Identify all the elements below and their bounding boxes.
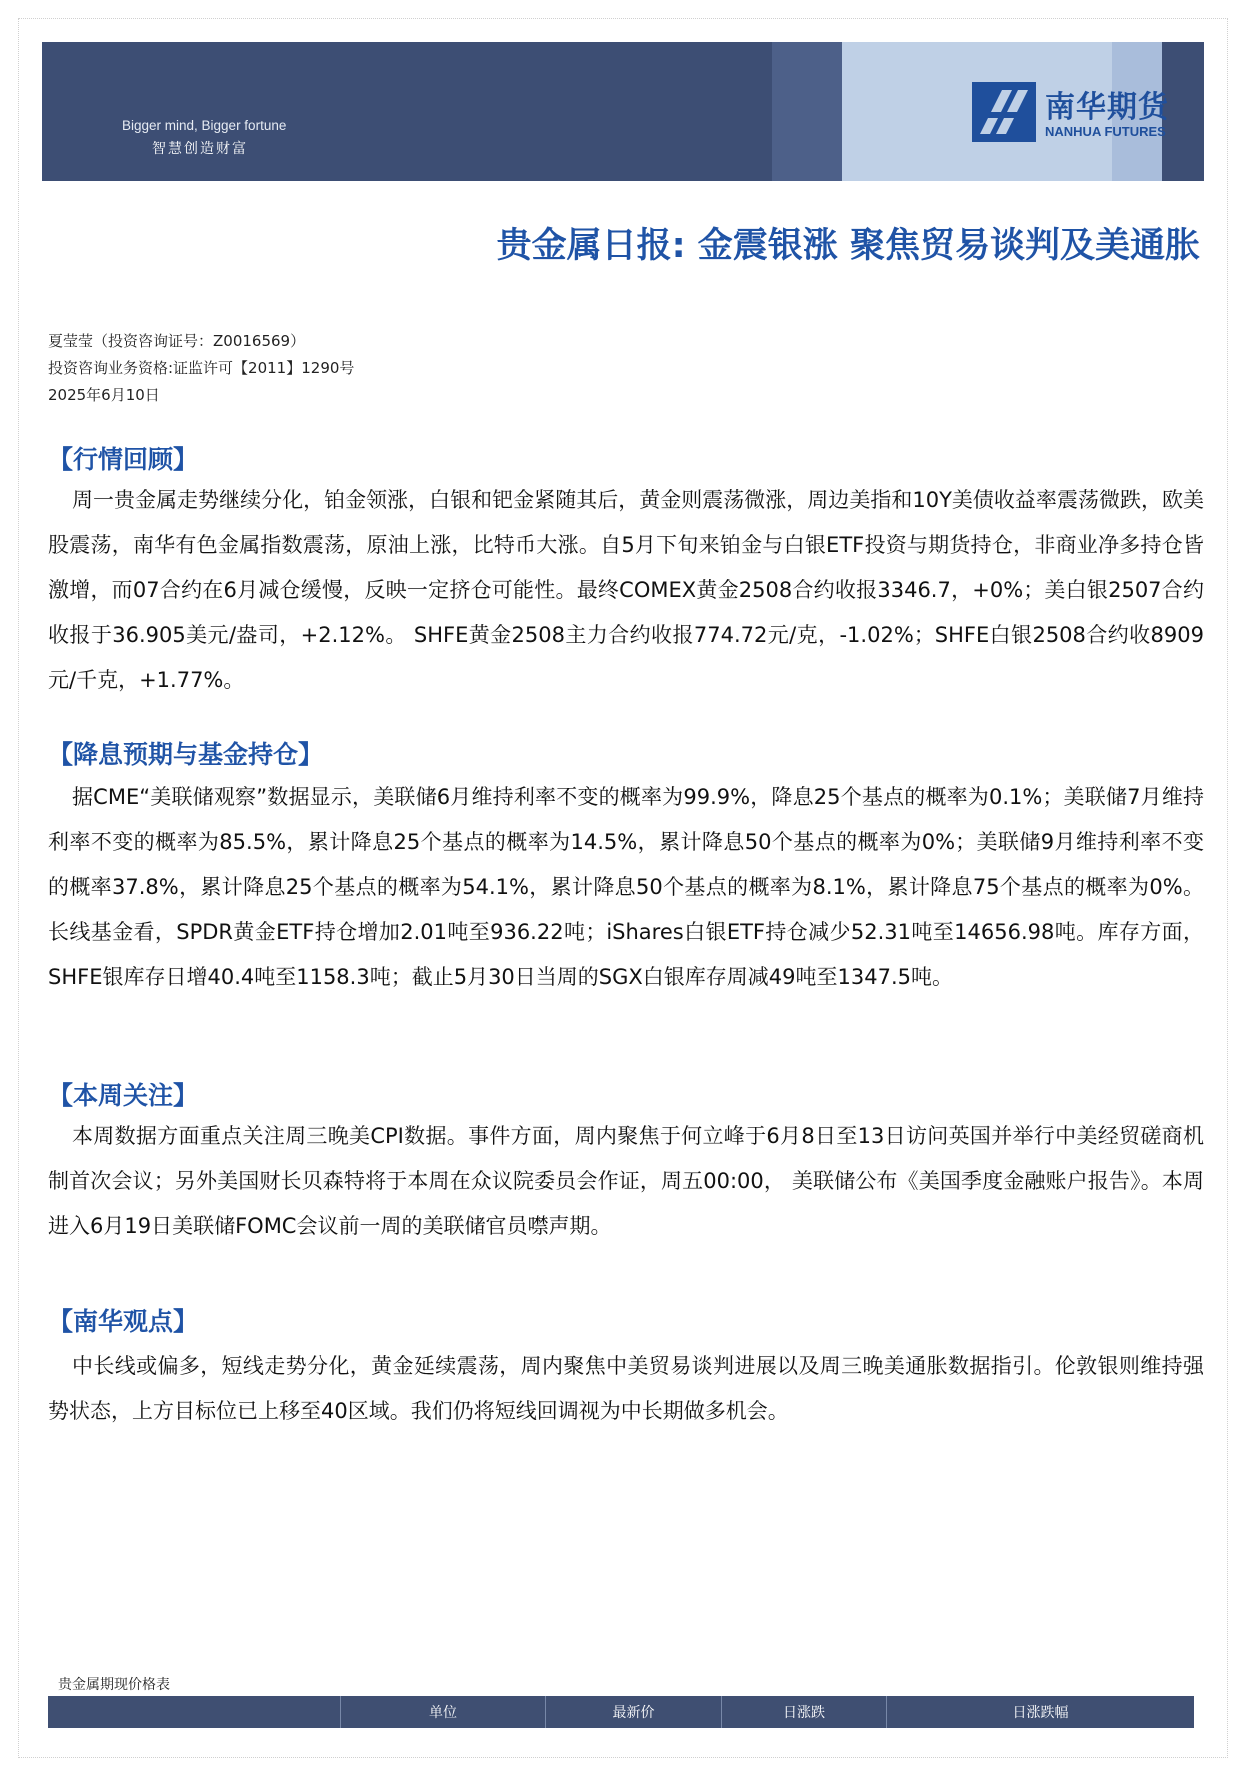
- section-heading: 【行情回顾】: [48, 445, 199, 474]
- section-body: 本周数据方面重点关注周三晚美CPI数据。事件方面，周内聚焦于何立峰于6月8日至13日访问英国并举行中美经贸磋商机制首次会议；另外美国财长贝森特将于本周在众议院委员会作证，周五00:00， 美联储公布《美国季度金融账户报告》。本周进入6月19日美联储FOMC会议前一周的美联储官员噤声期。: [48, 1124, 1204, 1238]
- table-header-cell: 最新价: [545, 1696, 721, 1728]
- header-banner: [42, 42, 1204, 181]
- banner-band: [772, 42, 842, 181]
- table-header-cell: 单位: [340, 1696, 545, 1728]
- table-header-cell: 日涨跌幅: [886, 1696, 1194, 1728]
- slogan-english: Bigger mind, Bigger fortune: [122, 118, 287, 133]
- section-body: 中长线或偏多，短线走势分化，黄金延续震荡，周内聚焦中美贸易谈判进展以及周三晚美通胀数据指引。伦敦银则维持强势状态，上方目标位已上移至40区域。我们仍将短线回调视为中长期做多机会。: [48, 1354, 1204, 1423]
- section-heading: 【本周关注】: [48, 1081, 199, 1110]
- slogan-chinese: 智慧创造财富: [152, 141, 248, 157]
- price-table-header: [48, 1696, 1194, 1728]
- section-body: 据CME“美联储观察”数据显示，美联储6月维持利率不变的概率为99.9%，降息25个基点的概率为0.1%；美联储7月维持利率不变的概率为85.5%，累计降息25个基点的概率为14.5%，累计降息50个基点的概率为0%；美联储9月维持利率不变的概率37.8%，累计降息25个基点的概率为54.1%，累计降息50个基点的概率为8.1%，累计降息75个基点的概率为0%。长线基金看，SPDR黄金ETF持仓增加2.01吨至936.22吨；iShares白银ETF持仓减少52.31吨至14656.98吨。库存方面，SHFE银库存日增40.4吨至1158.3吨；截止5月30日当周的SGX白银库存周减49吨至1347.5吨。: [48, 785, 1204, 989]
- report-date: 2025年6月10日: [48, 386, 160, 404]
- table-header-cell: [48, 1696, 340, 1728]
- nanhua-logo-icon: [972, 82, 1036, 142]
- logo-text-english: NANHUA FUTURES: [1045, 124, 1166, 139]
- section-body: 周一贵金属走势继续分化，铂金领涨，白银和钯金紧随其后，黄金则震荡微涨，周边美指和10Y美债收益率震荡微跌，欧美股震荡，南华有色金属指数震荡，原油上涨，比特币大涨。自5月下旬来铂金与白银ETF投资与期货持仓，非商业净多持仓皆激增，而07合约在6月减仓缓慢，反映一定挤仓可能性。最终COMEX黄金2508合约收报3346.7，+0%；美白银2507合约收报于36.905美元/盎司，+2.12%。 SHFE黄金2508主力合约收报774.72元/克，-1.02%；SHFE白银2508合约收8909元/千克，+1.77%。: [48, 488, 1204, 692]
- license-line: 投资咨询业务资格:证监许可【2011】1290号: [48, 359, 355, 377]
- logo-text-chinese: 南华期货: [1045, 90, 1169, 125]
- report-title: 贵金属日报: 金震银涨 聚焦贸易谈判及美通胀: [496, 226, 1200, 266]
- table-caption: 贵金属期现价格表: [58, 1677, 170, 1693]
- author-line: 夏莹莹（投资咨询证号：Z0016569）: [48, 332, 306, 350]
- table-header-cell: 日涨跌: [721, 1696, 886, 1728]
- section-heading: 【降息预期与基金持仓】: [48, 740, 324, 769]
- section-heading: 【南华观点】: [48, 1307, 199, 1336]
